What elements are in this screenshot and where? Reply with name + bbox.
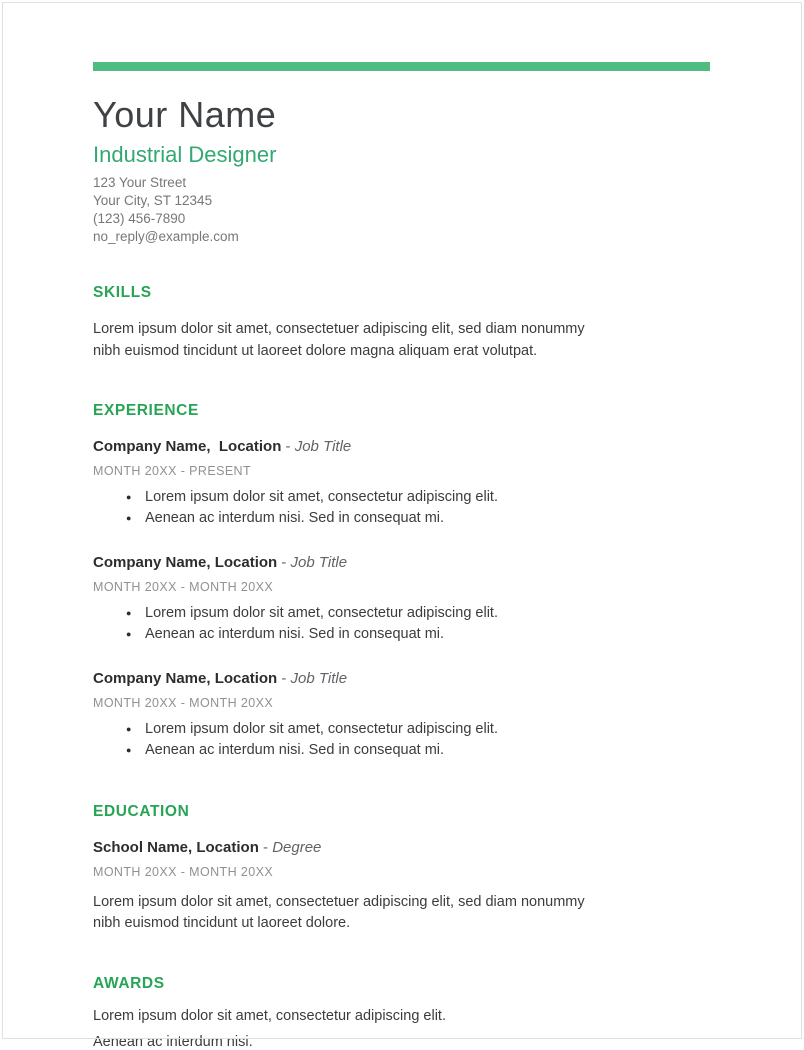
- education-entry-title: [93, 839, 710, 857]
- title-separator: -: [281, 437, 295, 455]
- education-heading: EDUCATION: [93, 802, 190, 820]
- bullet-item: ● Lorem ipsum dolor sit amet, consectetur adipiscing elit.: [126, 487, 710, 508]
- contact-block: [93, 174, 710, 246]
- contact-city: Your City, ST 12345: [93, 192, 213, 208]
- entry-bullet-list: [93, 487, 710, 529]
- school-name: School Name, Location: [93, 838, 259, 856]
- skills-body: Lorem ipsum dolor sit amet, consectetuer adipiscing elit, sed diam nonummy nibh euismod tincidunt ut laoreet dolore magna aliquam erat volutpat.: [93, 320, 585, 359]
- awards-line: Lorem ipsum dolor sit amet, consectetur adipiscing elit.: [93, 1007, 446, 1024]
- experience-entry-title: [93, 670, 710, 688]
- education-body: Lorem ipsum dolor sit amet, consectetuer adipiscing elit, sed diam nonummy nibh euismod tincidunt ut laoreet dolore.: [93, 893, 585, 931]
- section-skills: [93, 284, 710, 362]
- entry-dates: MONTH 20XX - MONTH 20XX: [93, 864, 274, 879]
- entry-dates: MONTH 20XX - MONTH 20XX: [93, 695, 274, 710]
- contact-email: no_reply@example.com: [93, 228, 239, 244]
- person-name: Your Name: [93, 94, 277, 135]
- experience-entry-title: [93, 438, 710, 456]
- education-entry: [93, 839, 710, 934]
- section-awards: [93, 975, 710, 1050]
- title-separator: -: [277, 553, 291, 571]
- company-name: Company Name, Location: [93, 437, 282, 455]
- person-job-title: Industrial Designer: [93, 141, 277, 167]
- experience-heading: EXPERIENCE: [93, 401, 199, 419]
- entry-dates: MONTH 20XX - MONTH 20XX: [93, 579, 274, 594]
- resume-header: [93, 95, 710, 246]
- job-title: Job Title: [290, 553, 348, 571]
- section-experience: [93, 402, 710, 761]
- company-name: Company Name, Location: [93, 669, 278, 687]
- job-title: Job Title: [294, 437, 352, 455]
- experience-entry-title: [93, 554, 710, 572]
- contact-phone: (123) 456-7890: [93, 210, 186, 226]
- skills-heading: SKILLS: [93, 283, 152, 301]
- degree: Degree: [272, 838, 322, 856]
- job-title: Job Title: [290, 669, 348, 687]
- title-separator: -: [258, 838, 273, 856]
- bullet-item: ● Aenean ac interdum nisi. Sed in consequat mi.: [126, 740, 710, 761]
- entry-dates: MONTH 20XX - PRESENT: [93, 463, 252, 478]
- section-education: [93, 803, 710, 934]
- awards-heading: AWARDS: [93, 974, 165, 992]
- bullet-item: ● Aenean ac interdum nisi. Sed in consequat mi.: [126, 508, 710, 529]
- experience-entry: [93, 554, 710, 645]
- bullet-item: ● Lorem ipsum dolor sit amet, consectetur adipiscing elit.: [126, 719, 710, 740]
- contact-street: 123 Your Street: [93, 174, 187, 190]
- entry-bullet-list: [93, 719, 710, 761]
- experience-entry: [93, 670, 710, 761]
- entry-bullet-list: [93, 603, 710, 645]
- company-name: Company Name, Location: [93, 553, 278, 571]
- accent-bar: [93, 62, 710, 71]
- bullet-item: ● Aenean ac interdum nisi. Sed in consequat mi.: [126, 624, 710, 645]
- experience-entry: [93, 438, 710, 529]
- awards-line: Aenean ac interdum nisi.: [93, 1033, 253, 1050]
- bullet-item: ● Lorem ipsum dolor sit amet, consectetur adipiscing elit.: [126, 603, 710, 624]
- title-separator: -: [277, 669, 291, 687]
